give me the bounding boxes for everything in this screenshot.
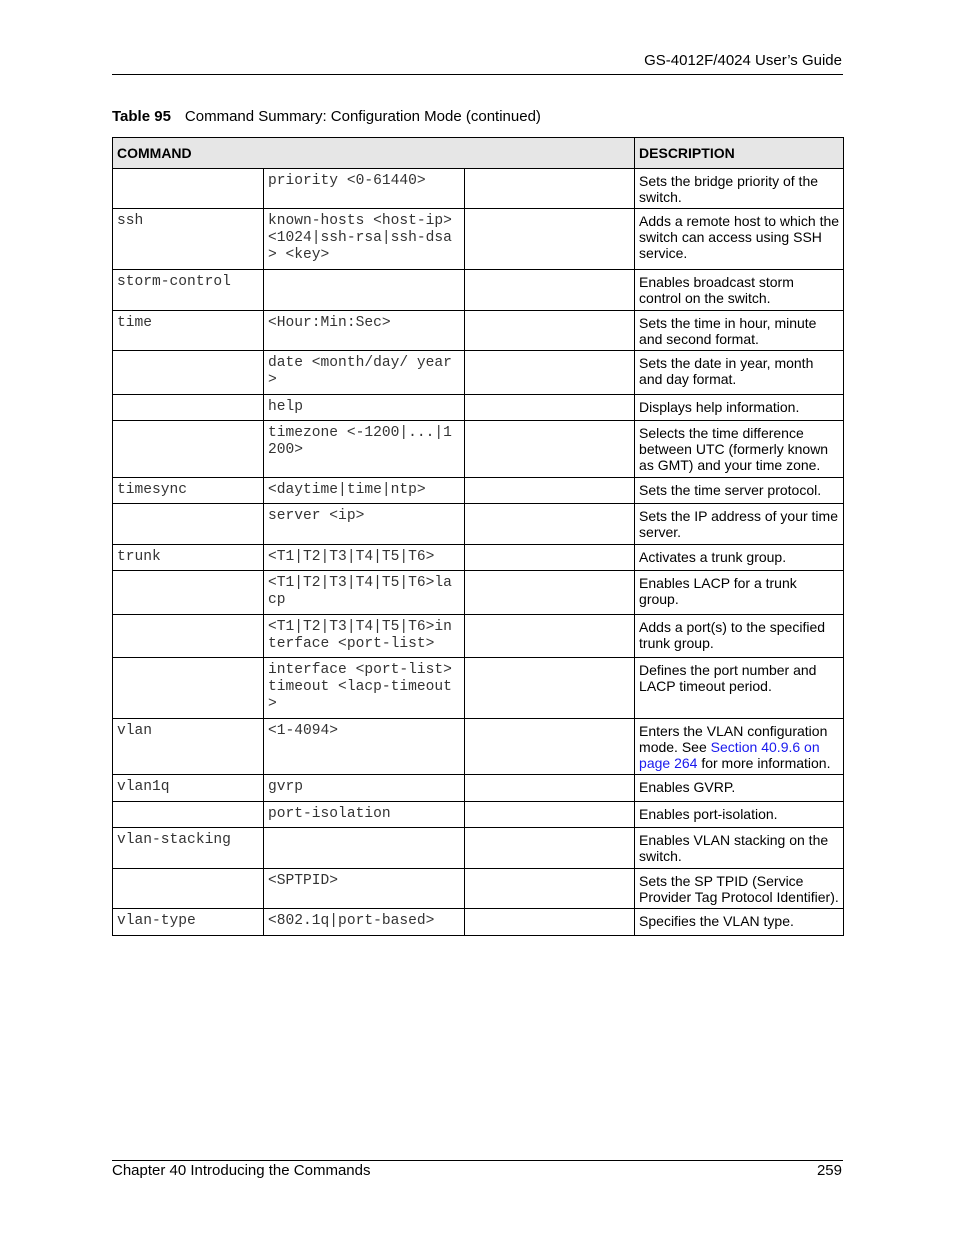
command-cell: [113, 395, 264, 421]
command-summary-table: [112, 137, 844, 936]
command-cell: [113, 421, 264, 478]
argument-cell: date <month/day/ year>: [264, 351, 465, 395]
table-row: [113, 504, 844, 545]
table-row: [113, 311, 844, 351]
table-body: [113, 169, 844, 936]
command-cell: [113, 169, 264, 209]
command-cell: vlan-type: [113, 909, 264, 936]
description-cell: Enables LACP for a trunk group.: [635, 571, 844, 615]
option-cell: [465, 571, 635, 615]
description-cell: Selects the time difference between UTC (formerly known as GMT) and your time zone.: [635, 421, 844, 478]
argument-cell: <SPTPID>: [264, 869, 465, 909]
option-cell: [465, 545, 635, 571]
command-cell: vlan: [113, 719, 264, 775]
description-cell: Sets the time server protocol.: [635, 478, 844, 504]
option-cell: [465, 395, 635, 421]
table-row: [113, 571, 844, 615]
table-header-row: [113, 138, 844, 169]
description-cell: Sets the IP address of your time server.: [635, 504, 844, 545]
argument-cell: <802.1q|port-based>: [264, 909, 465, 936]
description-cell: Enables VLAN stacking on the switch.: [635, 828, 844, 869]
command-cell: trunk: [113, 545, 264, 571]
table-row: [113, 615, 844, 658]
option-cell: [465, 169, 635, 209]
command-cell: timesync: [113, 478, 264, 504]
option-cell: [465, 421, 635, 478]
argument-cell: help: [264, 395, 465, 421]
option-cell: [465, 909, 635, 936]
command-cell: vlan1q: [113, 775, 264, 802]
header-command: COMMAND: [113, 138, 635, 169]
table-row: [113, 719, 844, 775]
running-header-title: GS-4012F/4024 User’s Guide: [644, 52, 842, 69]
footer-rule: [112, 1160, 843, 1161]
footer-chapter: Chapter 40 Introducing the Commands: [112, 1162, 371, 1179]
argument-cell: known-hosts <host-ip> <1024|ssh-rsa|ssh-dsa> <key>: [264, 209, 465, 270]
argument-cell: timezone <-1200|...|1200>: [264, 421, 465, 478]
table-row: [113, 545, 844, 571]
table-row: [113, 169, 844, 209]
command-cell: [113, 571, 264, 615]
footer-page-number: 259: [816, 1162, 842, 1179]
description-cell: Enables port-isolation.: [635, 802, 844, 828]
argument-cell: [264, 828, 465, 869]
table-caption: [112, 108, 541, 125]
description-cell: Sets the bridge priority of the switch.: [635, 169, 844, 209]
option-cell: [465, 869, 635, 909]
option-cell: [465, 209, 635, 270]
description-cell: Displays help information.: [635, 395, 844, 421]
command-cell: storm-control: [113, 270, 264, 311]
description-cell: Sets the date in year, month and day format.: [635, 351, 844, 395]
option-cell: [465, 719, 635, 775]
table-row: [113, 270, 844, 311]
header-rule: [112, 74, 843, 75]
option-cell: [465, 802, 635, 828]
command-cell: [113, 802, 264, 828]
command-cell: [113, 504, 264, 545]
argument-cell: <T1|T2|T3|T4|T5|T6>lacp: [264, 571, 465, 615]
option-cell: [465, 478, 635, 504]
command-cell: vlan-stacking: [113, 828, 264, 869]
command-cell: [113, 869, 264, 909]
description-cell: Adds a remote host to which the switch can access using SSH service.: [635, 209, 844, 270]
table-row: [113, 802, 844, 828]
description-cell: Sets the time in hour, minute and second format.: [635, 311, 844, 351]
table-row: [113, 421, 844, 478]
table-row: [113, 828, 844, 869]
option-cell: [465, 615, 635, 658]
command-cell: [113, 351, 264, 395]
option-cell: [465, 504, 635, 545]
table-row: [113, 775, 844, 802]
table-row: [113, 351, 844, 395]
table-number: Table 95: [112, 108, 171, 125]
argument-cell: server <ip>: [264, 504, 465, 545]
description-cell: Activates a trunk group.: [635, 545, 844, 571]
description-cell: Defines the port number and LACP timeout period.: [635, 658, 844, 719]
argument-cell: port-isolation: [264, 802, 465, 828]
argument-cell: <daytime|time|ntp>: [264, 478, 465, 504]
command-cell: [113, 615, 264, 658]
header-description: DESCRIPTION: [635, 138, 844, 169]
command-cell: time: [113, 311, 264, 351]
description-cell: Enables GVRP.: [635, 775, 844, 802]
argument-cell: <T1|T2|T3|T4|T5|T6>interface <port-list>: [264, 615, 465, 658]
table-row: [113, 658, 844, 719]
section-link[interactable]: Section 40.9.6 on page 264: [639, 739, 820, 771]
option-cell: [465, 311, 635, 351]
description-cell: [635, 719, 844, 775]
option-cell: [465, 775, 635, 802]
description-text: for more information.: [697, 755, 831, 771]
table-row: [113, 909, 844, 936]
argument-cell: [264, 270, 465, 311]
option-cell: [465, 351, 635, 395]
argument-cell: <T1|T2|T3|T4|T5|T6>: [264, 545, 465, 571]
command-cell: ssh: [113, 209, 264, 270]
description-cell: Enables broadcast storm control on the switch.: [635, 270, 844, 311]
table-row: [113, 478, 844, 504]
argument-cell: gvrp: [264, 775, 465, 802]
table-title: Command Summary: Configuration Mode (continued): [184, 108, 541, 125]
description-cell: Specifies the VLAN type.: [635, 909, 844, 936]
argument-cell: <1-4094>: [264, 719, 465, 775]
command-cell: [113, 658, 264, 719]
option-cell: [465, 828, 635, 869]
table-row: [113, 869, 844, 909]
argument-cell: interface <port-list> timeout <lacp-timeout>: [264, 658, 465, 719]
table-row: [113, 209, 844, 270]
argument-cell: <Hour:Min:Sec>: [264, 311, 465, 351]
description-cell: Sets the SP TPID (Service Provider Tag Protocol Identifier).: [635, 869, 844, 909]
description-text: Enters the VLAN configuration mode. See: [639, 723, 828, 755]
argument-cell: priority <0-61440>: [264, 169, 465, 209]
option-cell: [465, 270, 635, 311]
option-cell: [465, 658, 635, 719]
table-row: [113, 395, 844, 421]
description-cell: Adds a port(s) to the specified trunk group.: [635, 615, 844, 658]
